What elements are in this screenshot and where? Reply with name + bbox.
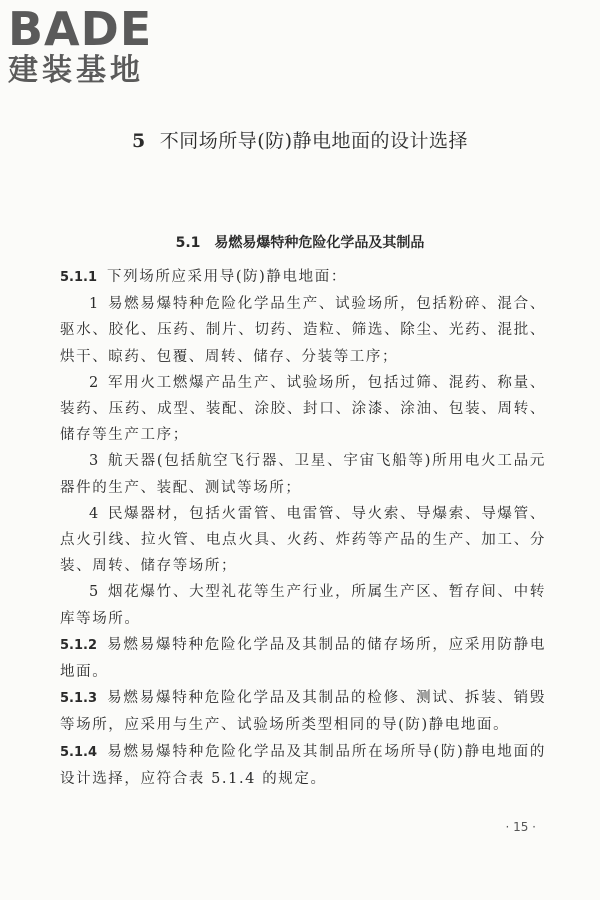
clause-number: 5.1.1 <box>60 270 98 285</box>
item-text: 民爆器材，包括火雷管、电雷管、导火索、导爆索、导爆管、点火引线、拉火管、电点火具、火药、炸药等产品的生产、加工、分装、周转、储存等场所； <box>60 505 546 575</box>
list-item <box>60 370 546 449</box>
clause-text: 易燃易爆特种危险化学品及其制品的检修、测试、拆装、销毁等场所，应采用与生产、试验场所类型相同的导(防)静电地面。 <box>60 690 546 734</box>
chapter-heading <box>0 126 600 153</box>
section-number: 5.1 <box>175 235 201 251</box>
document-body <box>60 264 546 792</box>
clause-text: 易燃易爆特种危险化学品及其制品所在场所导(防)静电地面的设计选择，应符合表 5.1.4 的规定。 <box>60 743 546 787</box>
clause-number: 5.1.4 <box>60 744 98 760</box>
clause-number: 5.1.3 <box>60 691 98 707</box>
clause-text: 易燃易爆特种危险化学品及其制品的储存场所，应采用防静电地面。 <box>60 636 546 681</box>
item-text: 航天器(包括航空飞行器、卫星、宇宙飞船等)所用电火工品元器件的生产、装配、测试等场所； <box>60 453 546 496</box>
item-number: 2 <box>89 374 100 391</box>
list-item <box>60 448 546 500</box>
clause-number: 5.1.2 <box>60 637 98 653</box>
clause-text: 下列场所应采用导(防)静电地面： <box>107 269 347 285</box>
section-heading <box>0 232 600 252</box>
item-number: 5 <box>89 584 100 601</box>
item-text: 易燃易爆特种危险化学品生产、试验场所，包括粉碎、混合、驱水、胶化、压药、制片、切药、造粒、筛选、除尘、光药、混批、烘干、晾药、包覆、周转、储存、分装等工序； <box>60 296 546 365</box>
item-text: 烟花爆竹、大型礼花等生产行业，所属生产区、暂存间、中转库等场所。 <box>60 584 546 627</box>
clause-5-1-1 <box>60 264 546 291</box>
logo-cjk-text: 建装基地 <box>8 53 144 88</box>
chapter-title: 不同场所导(防)静电地面的设计选择 <box>159 130 469 152</box>
logo-latin-text: BADE <box>8 2 153 56</box>
list-item <box>60 501 546 580</box>
chapter-number: 5 <box>131 130 146 152</box>
item-number: 4 <box>89 505 100 522</box>
list-item <box>60 291 546 370</box>
item-text: 军用火工燃爆产品生产、试验场所，包括过筛、混药、称量、装药、压药、成型、装配、涂胶、封口、涂漆、涂油、包装、周转、储存等生产工序； <box>60 374 546 444</box>
section-title: 易燃易爆特种危险化学品及其制品 <box>214 235 425 251</box>
clause-5-1-4 <box>60 739 546 792</box>
item-number: 3 <box>89 453 100 470</box>
clause-5-1-2 <box>60 632 546 685</box>
clause-5-1-3 <box>60 685 546 738</box>
item-number: 1 <box>89 296 100 313</box>
watermark-logo <box>8 4 178 88</box>
list-item <box>60 579 546 631</box>
page-number: · 15 · <box>505 820 536 834</box>
